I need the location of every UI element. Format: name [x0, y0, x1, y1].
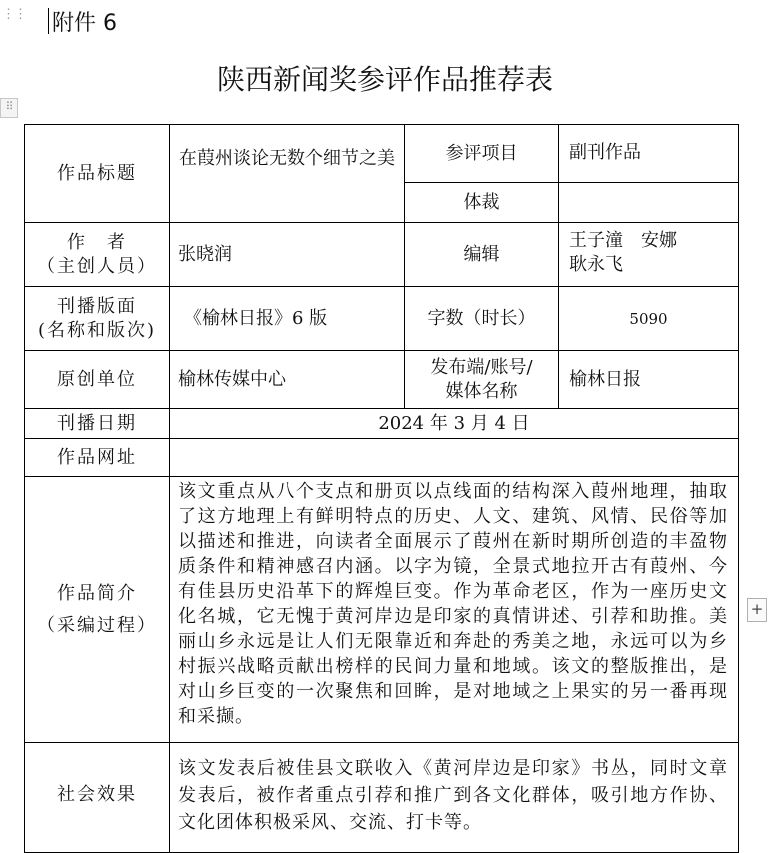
publisher-label-line1: 发布端/账号/ [430, 356, 533, 378]
original-unit-label: 原创单位 [57, 368, 137, 390]
effect-label-cell [25, 743, 170, 853]
category-value-cell[interactable] [559, 125, 739, 183]
date-label-cell [25, 409, 170, 439]
date-label: 刊播日期 [57, 412, 137, 434]
word-count-value-cell[interactable] [559, 287, 739, 351]
text-cursor [48, 8, 49, 34]
original-unit-value-cell[interactable] [170, 351, 405, 409]
title-value: 在葭州谈论无数个细节之美 [179, 148, 395, 169]
editor-label: 编辑 [463, 243, 500, 265]
edition-label-line1: 刊播版面 [57, 295, 137, 317]
editor-label-cell [405, 223, 559, 287]
add-column-icon[interactable]: + [747, 598, 767, 622]
title-value-cell[interactable] [170, 125, 405, 223]
date-value: 2024 年 3 月 4 日 [378, 412, 530, 434]
edition-label-cell [25, 287, 170, 351]
author-label-line1: 作 者 [67, 231, 127, 253]
publisher-value: 榆林日报 [569, 368, 641, 390]
edition-value-cell[interactable] [170, 287, 405, 351]
category-label-cell [405, 125, 559, 183]
effect-value: 该文发表后被佳县文联收入《黄河岸边是印家》书丛，同时文章发表后，被作者重点引荐和推广到各文化群体，吸引地方作协、文化团体积极采风、交流、打卡等。 [178, 758, 728, 833]
publisher-value-cell[interactable] [559, 351, 739, 409]
original-unit-value: 榆林传媒中心 [178, 368, 286, 390]
word-count-label-cell [405, 287, 559, 351]
date-value-cell[interactable] [170, 409, 739, 439]
summary-value-cell[interactable] [170, 477, 739, 743]
recommendation-form-table [24, 124, 739, 853]
author-value: 张晓润 [178, 243, 232, 265]
genre-value-cell[interactable] [559, 183, 739, 223]
title-label: 作品标题 [57, 162, 137, 184]
author-label-cell [25, 223, 170, 287]
drag-handle-icon[interactable]: ⋮⋮ [2, 7, 26, 22]
url-label: 作品网址 [57, 446, 137, 468]
title-label-cell [25, 125, 170, 223]
category-label: 参评项目 [445, 142, 518, 164]
category-value: 副刊作品 [569, 142, 641, 163]
summary-label-cell [25, 477, 170, 743]
attachment-label: 附件 6 [52, 11, 117, 36]
genre-label: 体裁 [463, 191, 500, 213]
word-count-value: 5090 [629, 309, 668, 328]
editor-value-line1: 王子潼 安娜 [569, 230, 677, 251]
effect-label: 社会效果 [57, 784, 137, 805]
author-value-cell[interactable] [170, 223, 405, 287]
genre-label-cell [405, 183, 559, 223]
effect-value-cell[interactable] [170, 743, 739, 853]
edition-label-line2: (名称和版次) [37, 319, 157, 341]
editor-value-cell[interactable] [559, 223, 739, 287]
original-unit-label-cell [25, 351, 170, 409]
document-title: 陕西新闻奖参评作品推荐表 [216, 63, 553, 96]
editor-value-line2: 耿永飞 [569, 254, 623, 275]
summary-label-line2: （采编过程） [37, 614, 157, 636]
word-count-label: 字数（时长） [427, 307, 536, 329]
url-value-cell[interactable] [170, 439, 739, 477]
edition-value: 《榆林日报》6 版 [184, 307, 328, 329]
publisher-label-line2: 媒体名称 [445, 380, 518, 402]
publisher-label-cell [405, 351, 559, 409]
author-label-line2: （主创人员） [37, 255, 157, 277]
url-label-cell [25, 439, 170, 477]
summary-value: 该文重点从八个支点和册页以点线面的结构深入葭州地理，抽取了这方地理上有鲜明特点的历史、人文、建筑、风情、民俗等加以描述和推进，向读者全面展示了葭州在新时期所创造的丰盈物质条件和精神感召内涵。以字为镜，全景式地拉开古有葭州、今有佳县历史沿革下的辉煌巨变。作为革命老区，作为一座历史文化名城，它无愧于黄河岸边是印家的真情讲述、引荐和助推。美丽山乡永远是让人们无限靠近和奔赴的秀美之地，永远可以为乡村振兴战略贡献出榜样的民间力量和地域。该文的整版推出，是对山乡巨变的一次聚焦和回眸，是对地域之上果实的另一番再现和采撷。 [178, 481, 728, 727]
summary-label-line1: 作品简介 [57, 582, 137, 604]
table-move-handle-icon[interactable]: ⠿ [0, 98, 18, 118]
